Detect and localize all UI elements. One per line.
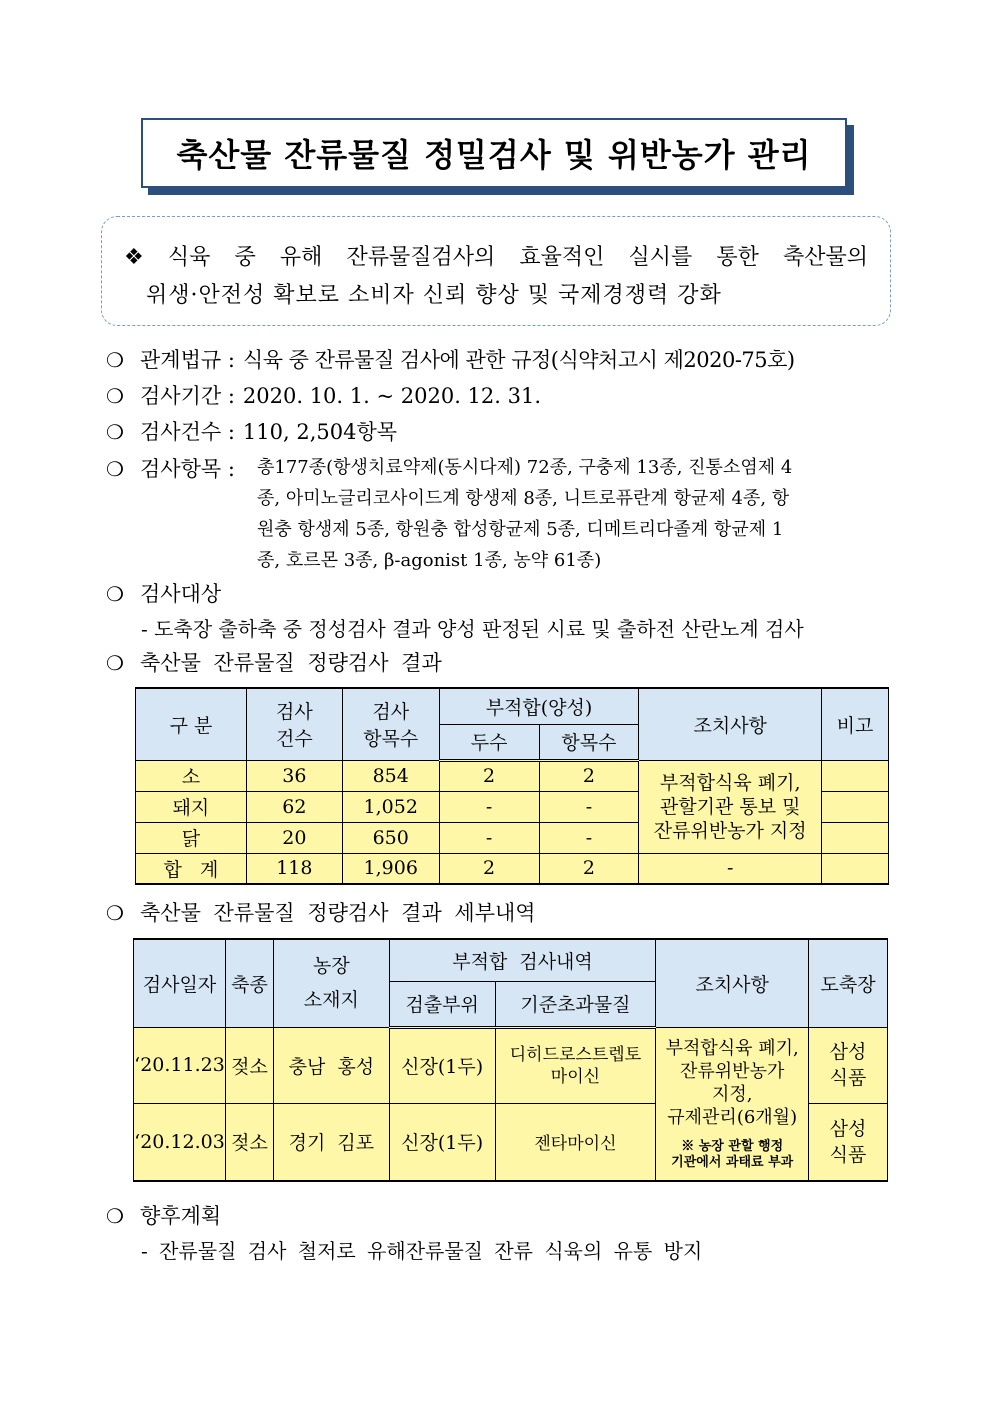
circle-bullet-icon: ❍	[106, 651, 124, 675]
header-category: 구 분	[136, 688, 247, 760]
cell-species: 젖소	[225, 1103, 273, 1181]
cell-cases: 20	[246, 822, 342, 853]
plan-label: 향후계획	[140, 1204, 222, 1228]
summary-word: 중	[234, 245, 256, 270]
cell-heads: 2	[439, 760, 539, 791]
action-note: 기관에서 과태료 부과	[671, 1154, 794, 1170]
law-label: 관계법규 :	[140, 348, 235, 372]
target-label: 검사대상	[140, 582, 222, 606]
header-cases: 검사 건수	[246, 688, 342, 760]
summary-word: 식육	[167, 245, 211, 270]
items-line: 종, 호르몬 3종, β-agonist 1종, 농약 61종)	[257, 550, 602, 571]
circle-bullet-icon: ❍	[106, 348, 124, 372]
header-note: 비고	[822, 688, 889, 760]
header-part: 검출부위	[389, 981, 495, 1027]
cell-date: ‘20.12.03	[134, 1103, 226, 1181]
cell-action: 부적합식육 폐기, 잔류위반농가 지정, 규제관리(6개월) ※ 농장 관할 행정 기관에서 과태료 부과	[656, 1027, 809, 1181]
circle-bullet-icon: ❍	[106, 1204, 124, 1228]
summary-word: 통한	[716, 245, 759, 270]
summary-box	[101, 216, 891, 326]
target-row	[106, 577, 906, 611]
cell-items: 650	[342, 822, 439, 853]
table-row	[136, 760, 889, 791]
items-label: 검사항목 :	[140, 457, 235, 481]
summary-word: 축산물의	[782, 245, 868, 270]
result2-heading: 축산물 잔류물질 정량검사 결과 세부내역	[140, 901, 536, 925]
cell-heads: -	[439, 822, 539, 853]
header-fail: 부적합(양성)	[439, 688, 639, 724]
cell-heads: -	[439, 791, 539, 822]
circle-bullet-icon: ❍	[106, 420, 124, 444]
cell-species: 젖소	[225, 1027, 273, 1103]
cell-action: -	[639, 853, 822, 884]
items-line: 총177종(항생치료약제(동시다제) 72종, 구충제 13종, 진통소염제 4	[257, 457, 793, 478]
cell-substance: 디히드로스트렙토 마이신	[495, 1027, 656, 1103]
items-detail	[257, 452, 897, 576]
cell-fail-items: 2	[539, 853, 639, 884]
items-line: 종, 아미노글리코사이드계 항생제 8종, 니트로퓨란계 항균제 4종, 항	[257, 488, 790, 509]
cell-items: 854	[342, 760, 439, 791]
result2-heading-row	[106, 896, 906, 930]
count-row	[106, 415, 906, 449]
result-table	[135, 687, 889, 885]
cell-fail-items: 2	[539, 760, 639, 791]
count-value: 110, 2,504항목	[242, 420, 398, 444]
circle-bullet-icon: ❍	[106, 582, 124, 606]
page-title: 축산물 잔류물질 정밀검사 및 위반농가 관리	[176, 136, 812, 174]
diamond-icon: ❖	[124, 245, 144, 270]
cell-cases: 62	[246, 791, 342, 822]
cell-farm: 충남 홍성	[273, 1027, 389, 1103]
target-detail: - 도축장 출하축 중 정성검사 결과 양성 판정된 시료 및 출하전 산란노계 검사	[141, 617, 804, 641]
cell-substance: 젠타마이신	[495, 1103, 656, 1181]
header-farm: 농장 소재지	[273, 939, 389, 1027]
cell-items: 1,052	[342, 791, 439, 822]
result1-heading-row	[106, 646, 906, 680]
circle-bullet-icon: ❍	[106, 901, 124, 925]
cell-category: 돼지	[136, 791, 247, 822]
header-detail: 부적합 검사내역	[389, 939, 656, 981]
table-row	[134, 1027, 888, 1103]
cell-note	[822, 791, 889, 822]
cell-cases: 36	[246, 760, 342, 791]
cell-note	[822, 760, 889, 791]
summary-word: 효율적인	[519, 245, 605, 270]
header-items: 검사 항목수	[342, 688, 439, 760]
header-heads: 두수	[439, 724, 539, 760]
plan-detail: - 잔류물질 검사 철저로 유해잔류물질 잔류 식육의 유통 방지	[141, 1239, 703, 1263]
summary-word: 잔류물질검사의	[346, 245, 496, 270]
law-row	[106, 343, 906, 377]
cell-total-label: 합 계	[136, 853, 247, 884]
summary-line-2: 위생·안전성 확보로 소비자 신뢰 향상 및 국제경쟁력 강화	[146, 283, 722, 308]
law-value: 식육 중 잔류물질 검사에 관한 규정(식약처고시 제2020-75호)	[242, 348, 795, 372]
summary-word: 유해	[279, 245, 323, 270]
cell-note	[822, 822, 889, 853]
cell-items: 1,906	[342, 853, 439, 884]
summary-word: 실시를	[628, 245, 693, 270]
title-box	[141, 118, 847, 188]
cell-part: 신장(1두)	[389, 1027, 495, 1103]
cell-heads: 2	[439, 853, 539, 884]
cell-category: 소	[136, 760, 247, 791]
cell-farm: 경기 김포	[273, 1103, 389, 1181]
result1-heading: 축산물 잔류물질 정량검사 결과	[140, 651, 442, 675]
cell-action: 부적합식육 폐기, 관할기관 통보 및 잔류위반농가 지정	[639, 760, 822, 853]
circle-bullet-icon: ❍	[106, 384, 124, 408]
header-fail-items: 항목수	[539, 724, 639, 760]
cell-fail-items: -	[539, 791, 639, 822]
cell-date: ‘20.11.23	[134, 1027, 226, 1103]
cell-note	[822, 853, 889, 884]
cell-category: 닭	[136, 822, 247, 853]
header-slaughter: 도축장	[809, 939, 888, 1027]
period-row	[106, 379, 906, 413]
header-date: 검사일자	[134, 939, 226, 1027]
header-action: 조치사항	[639, 688, 822, 760]
period-label: 검사기간 :	[140, 384, 235, 408]
header-substance: 기준초과물질	[495, 981, 656, 1027]
count-label: 검사건수 :	[140, 420, 235, 444]
cell-part: 신장(1두)	[389, 1103, 495, 1181]
action-note: ※ 농장 관할 행정	[681, 1138, 784, 1154]
period-value: 2020. 10. 1. ~ 2020. 12. 31.	[242, 384, 542, 408]
cell-cases: 118	[246, 853, 342, 884]
total-row	[136, 853, 889, 884]
header-species: 축종	[225, 939, 273, 1027]
summary-line-1	[124, 239, 868, 277]
detail-table	[133, 938, 888, 1182]
cell-slaughter: 삼성 식품	[809, 1027, 888, 1103]
items-line: 원충 항생제 5종, 항원충 합성항균제 5종, 디메트리다졸계 항균제 1	[257, 519, 784, 540]
header-action: 조치사항	[656, 939, 809, 1027]
plan-row	[106, 1199, 906, 1233]
cell-slaughter: 삼성 식품	[809, 1103, 888, 1181]
circle-bullet-icon: ❍	[106, 457, 124, 481]
cell-fail-items: -	[539, 822, 639, 853]
